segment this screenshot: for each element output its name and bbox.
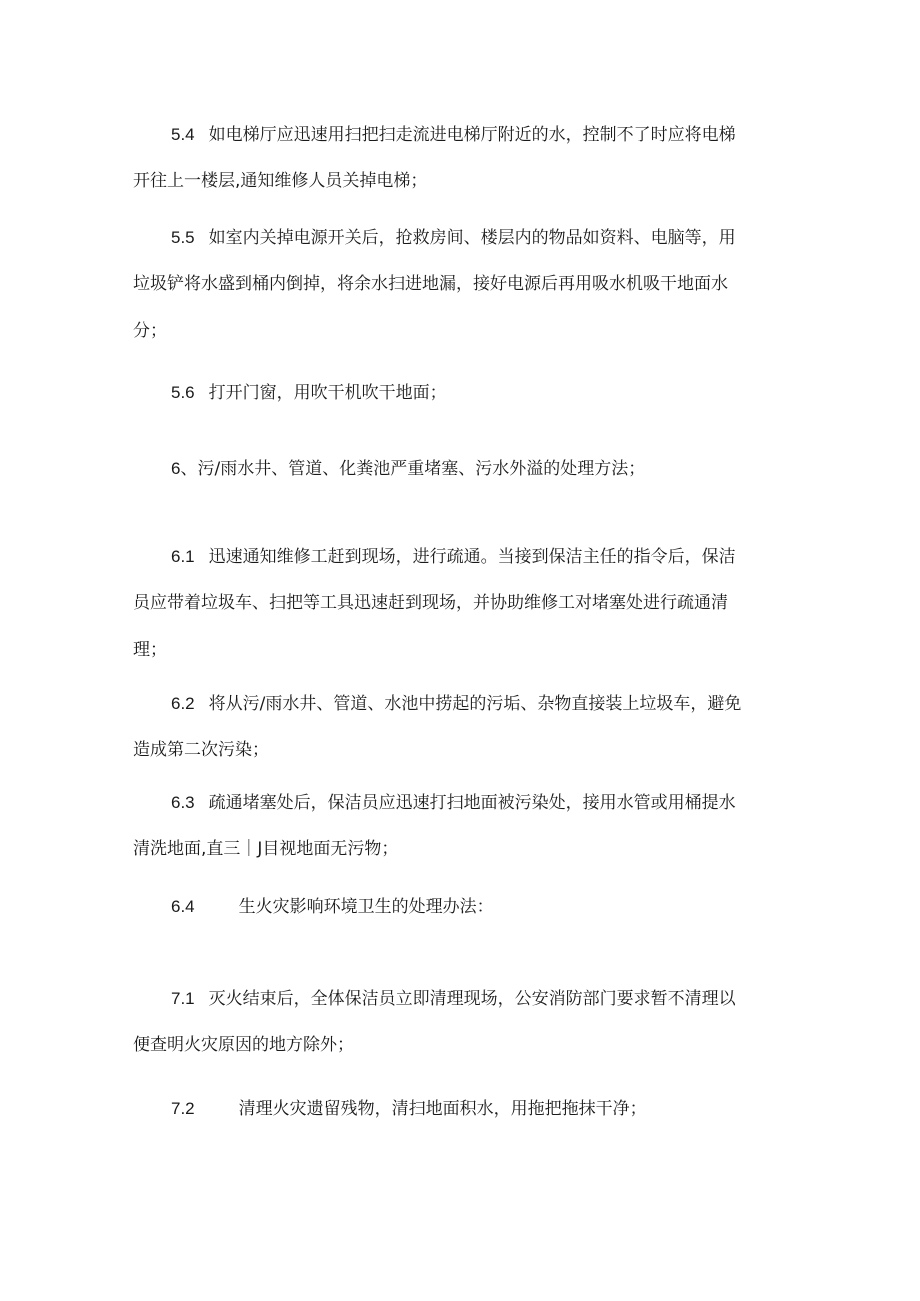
clause-number: 6.3 [171,793,195,812]
paragraph-text: 灭火结束后，全体保洁员立即清理现场，公安消防部门要求暂不清理以 [208,989,736,1009]
paragraph-line: 垃圾铲将水盛到桶内倒掉，将余水扫进地漏，接好电源后再用吸水机吸干地面水 [133,274,728,294]
paragraph-7-2 [133,1085,793,1132]
paragraph-line [133,680,793,727]
paragraph-line: 造成第二次污染； [133,740,269,760]
paragraph-line [133,111,793,158]
clause-number: 6.2 [171,694,195,713]
clause-number: 5.5 [171,228,195,247]
paragraph-text: 打开门窗，用吹干机吹干地面； [208,383,447,403]
paragraph-7-1 [133,975,793,1069]
section-heading-6-4 [133,883,793,930]
paragraph-text: 如室内关掉电源开关后，抢救房间、楼层内的物品如资料、电脑等，用 [208,228,736,248]
clause-number: 6.1 [171,547,195,566]
paragraph-6-3 [133,779,793,873]
paragraph-line [133,1085,793,1132]
clause-number: 5.6 [171,383,195,402]
clause-number: 6、 [171,459,198,478]
paragraph-5-4 [133,111,793,205]
paragraph-line: 理； [133,640,167,660]
paragraph-5-5 [133,214,793,355]
paragraph-line [133,779,793,826]
paragraph-text: 将从污/雨水井、管道、水池中捞起的污垢、杂物直接装上垃圾车，避免 [208,694,742,714]
paragraph-line [133,883,793,930]
paragraph-6-2 [133,680,793,774]
paragraph-line [133,533,793,580]
paragraph-line [133,445,793,492]
paragraph-line [133,369,793,416]
paragraph-line: 分； [133,321,167,341]
paragraph-line: 清洗地面,直三｜J目视地面无污物； [133,839,399,859]
paragraph-line: 开往上一楼层,通知维修人员关掉电梯； [133,171,428,191]
paragraph-line [133,214,793,261]
clause-number: 6.4 [171,897,195,916]
paragraph-line: 员应带着垃圾车、扫把等工具迅速赶到现场，并协助维修工对堵塞处进行疏通清 [133,593,728,613]
paragraph-text: 如电梯厅应迅速用扫把扫走流进电梯厅附近的水，控制不了时应将电梯 [208,125,736,145]
paragraph-6-1 [133,533,793,674]
paragraph-line [133,975,793,1022]
paragraph-5-6 [133,369,793,416]
paragraph-text: 疏通堵塞处后，保洁员应迅速打扫地面被污染处，接用水管或用桶提水 [208,793,736,813]
clause-number: 7.2 [171,1099,195,1118]
paragraph-text: 污/雨水井、管道、化粪池严重堵塞、污水外溢的处理方法； [197,459,646,479]
section-heading-6 [133,445,793,492]
clause-number: 7.1 [171,989,195,1008]
paragraph-line: 便查明火灾原因的地方除外； [133,1035,354,1055]
paragraph-text: 生火灾影响环境卫生的处理办法： [238,897,494,917]
paragraph-text: 清理火灾遗留残物，清扫地面积水，用拖把拖抹干净； [238,1099,647,1119]
clause-number: 5.4 [171,125,195,144]
paragraph-text: 迅速通知维修工赶到现场，进行疏通。当接到保洁主任的指令后，保洁 [208,547,736,567]
